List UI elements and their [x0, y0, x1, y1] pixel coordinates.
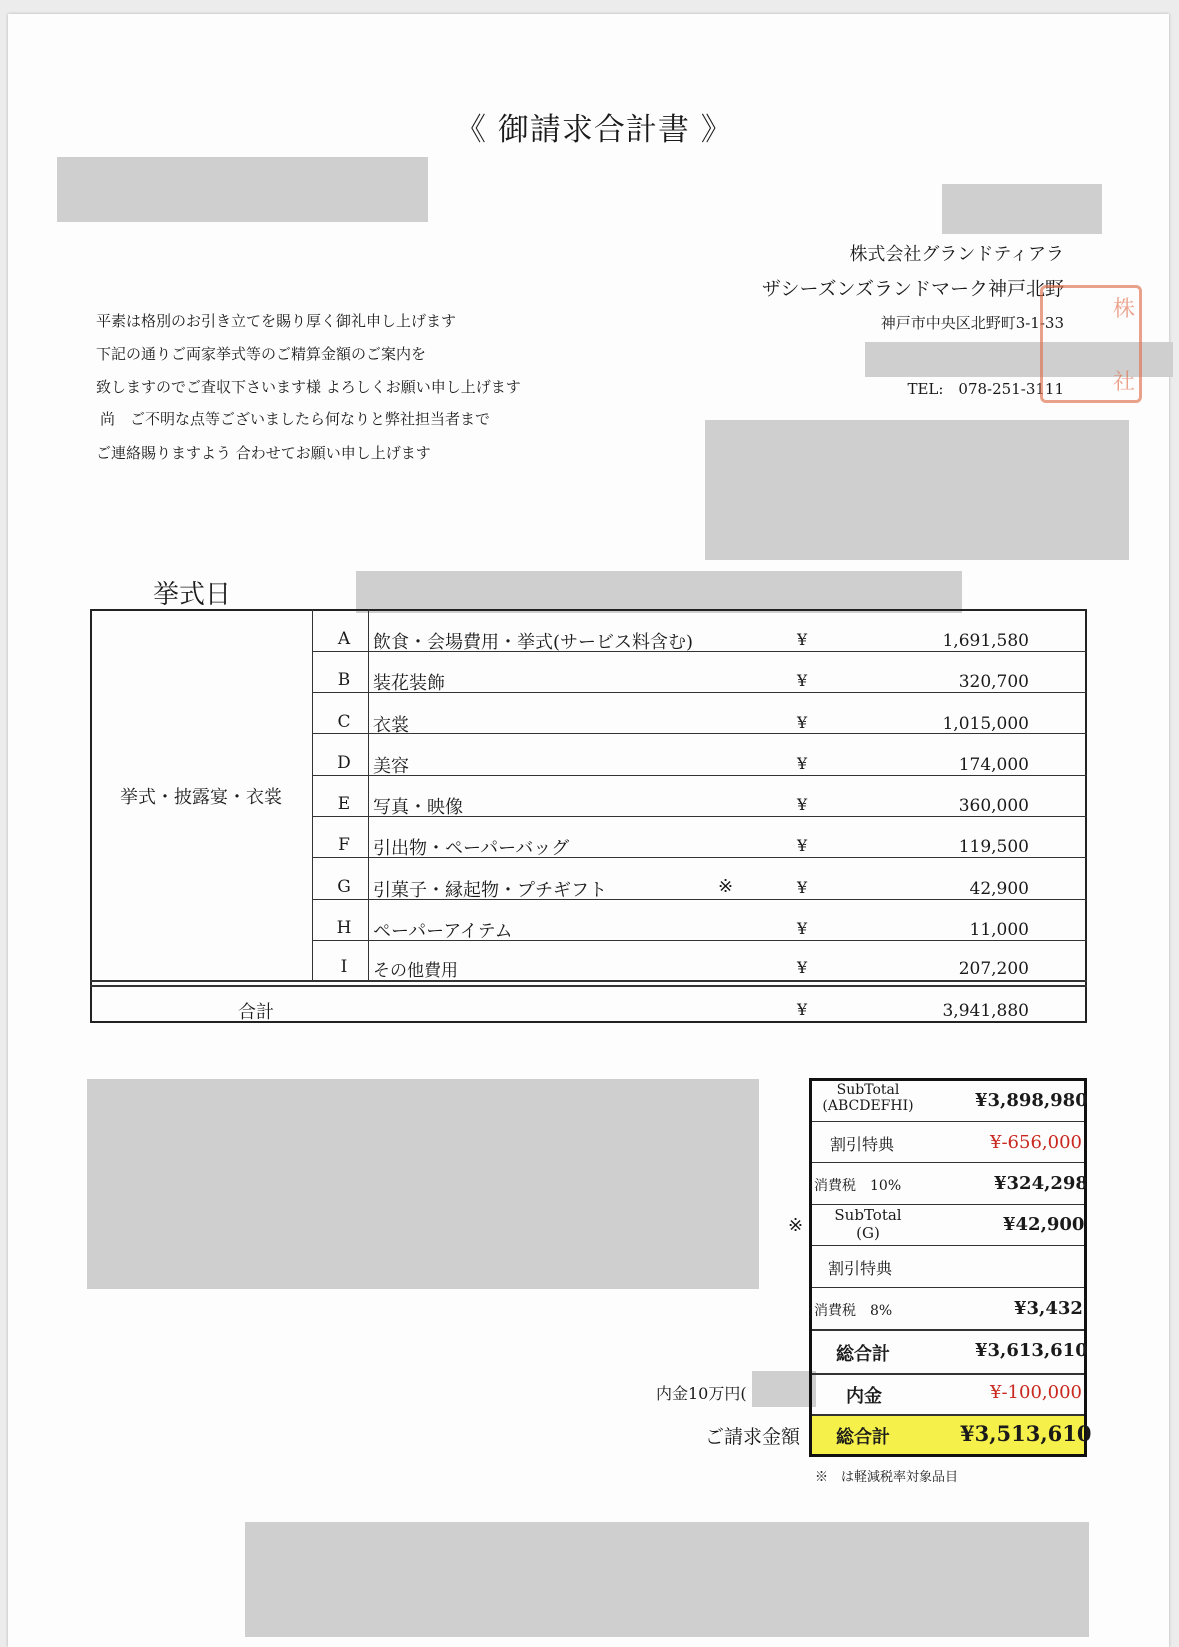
table-divider	[90, 985, 1087, 987]
summary-value: ¥42,900	[1003, 1214, 1085, 1235]
footnote: ※ は軽減税率対象品目	[815, 1470, 959, 1485]
item-amount: 207,200	[958, 959, 1029, 979]
yen-sign: ¥	[797, 671, 808, 690]
item-code: D	[337, 753, 351, 773]
summary-divider	[812, 1373, 1084, 1375]
table-divider	[312, 775, 1087, 776]
table-divider	[312, 609, 313, 980]
company-seal-stamp: 株 社	[1040, 285, 1142, 403]
deposit-note: 内金10万円(	[656, 1384, 747, 1403]
item-code: G	[337, 877, 351, 897]
summary-label: SubTotal (G)	[834, 1206, 902, 1242]
item-amount: 119,500	[958, 837, 1029, 857]
company-tel: TEL: 078-251-3111	[907, 380, 1064, 398]
yen-sign: ¥	[797, 919, 808, 938]
summary-value: ¥3,898,980	[975, 1090, 1088, 1111]
yen-sign: ¥	[797, 713, 808, 732]
item-amount: 174,000	[958, 755, 1029, 775]
reduced-tax-mark: ※	[788, 1215, 804, 1236]
summary-label: 総合計	[836, 1344, 890, 1365]
table-divider	[90, 980, 1087, 982]
item-amount: 1,015,000	[942, 714, 1029, 734]
summary-label: 割引特典	[830, 1135, 895, 1154]
item-label: 引出物・ペーパーバッグ	[373, 838, 570, 859]
summary-label: 内金	[846, 1386, 882, 1407]
total-amount: 3,941,880	[942, 1001, 1029, 1021]
summary-label: SubTotal (ABCDEFHI)	[822, 1082, 914, 1114]
item-label: 飲食・会場費用・挙式(サービス料含む)	[373, 632, 694, 653]
item-code: H	[336, 918, 352, 938]
company-address: 神戸市中央区北野町3-1-33	[880, 314, 1064, 332]
item-code: A	[337, 629, 351, 649]
venue-name: ザシーズンズランドマーク神戸北野	[761, 278, 1064, 300]
item-code: B	[337, 670, 351, 690]
summary-value: ¥3,613,610	[975, 1340, 1088, 1361]
summary-divider	[812, 1287, 1084, 1288]
redacted-deposit-info	[752, 1371, 816, 1407]
redacted-footer	[245, 1522, 1089, 1637]
summary-divider	[812, 1121, 1084, 1122]
redacted-left-block	[87, 1079, 759, 1289]
redacted-header-right	[942, 184, 1102, 234]
item-code: F	[338, 835, 350, 855]
item-amount: 11,000	[969, 920, 1029, 940]
company-name: 株式会社グランドティアラ	[849, 244, 1064, 265]
summary-label: 総合計	[836, 1427, 890, 1448]
yen-sign: ¥	[797, 630, 808, 649]
total-label: 合計	[238, 1002, 274, 1023]
item-code: E	[337, 794, 351, 814]
category-label: 挙式・披露宴・衣裳	[120, 787, 282, 808]
item-code: C	[337, 712, 351, 732]
item-label: 衣裳	[373, 715, 409, 736]
item-code: I	[340, 957, 348, 977]
redacted-recipient	[57, 157, 428, 222]
redacted-ceremony-date	[356, 571, 962, 613]
item-amount: 360,000	[958, 796, 1029, 816]
yen-sign: ¥	[797, 795, 808, 814]
item-amount: 320,700	[958, 672, 1029, 692]
table-divider	[368, 609, 369, 980]
yen-sign: ¥	[797, 958, 808, 977]
item-label: 装花装飾	[373, 673, 445, 694]
yen-sign: ¥	[797, 836, 808, 855]
summary-value: ¥324,298	[994, 1173, 1088, 1194]
greeting-line: ご連絡賜りますよう 合わせてお願い申し上げます	[96, 444, 431, 462]
summary-divider	[812, 1245, 1084, 1246]
yen-sign: ¥	[797, 1000, 808, 1019]
summary-label: 割引特典	[828, 1259, 893, 1278]
item-label: 引菓子・縁起物・プチギフト	[373, 880, 607, 901]
item-label: 美容	[373, 756, 409, 777]
yen-sign: ¥	[797, 754, 808, 773]
summary-value: ¥-656,000	[990, 1132, 1082, 1153]
summary-divider	[812, 1162, 1084, 1163]
summary-label: 消費税 8%	[814, 1303, 893, 1319]
summary-label: 消費税 10%	[814, 1178, 902, 1194]
item-label: ペーパーアイテム	[373, 921, 513, 942]
summary-value: ¥3,432	[1014, 1298, 1083, 1319]
greeting-line: 致しますのでご査収下さいます様 よろしくお願い申し上げます	[96, 378, 521, 396]
billing-label: ご請求金額	[705, 1426, 801, 1448]
greeting-line: 尚 ご不明な点等ございましたら何なりと弊社担当者まで	[100, 410, 491, 428]
item-label: 写真・映像	[373, 797, 463, 818]
summary-divider	[812, 1204, 1084, 1205]
redacted-block-right	[705, 420, 1129, 560]
yen-sign: ¥	[797, 878, 808, 897]
item-label: その他費用	[373, 961, 458, 981]
summary-divider	[812, 1414, 1084, 1416]
ceremony-date-label: 挙式日	[153, 580, 232, 610]
document-title: 《 御請求合計書 》	[455, 112, 733, 148]
summary-divider	[812, 1329, 1084, 1331]
greeting-line: 下記の通りご両家挙式等のご精算金額のご案内を	[96, 345, 427, 363]
item-amount: 1,691,580	[942, 631, 1029, 651]
reduced-tax-mark: ※	[718, 876, 734, 897]
item-amount: 42,900	[969, 879, 1029, 899]
summary-value: ¥-100,000	[990, 1382, 1082, 1403]
greeting-line: 平素は格別のお引き立てを賜り厚く御礼申し上げます	[96, 312, 457, 330]
grand-total-value: ¥3,513,610	[960, 1421, 1092, 1446]
